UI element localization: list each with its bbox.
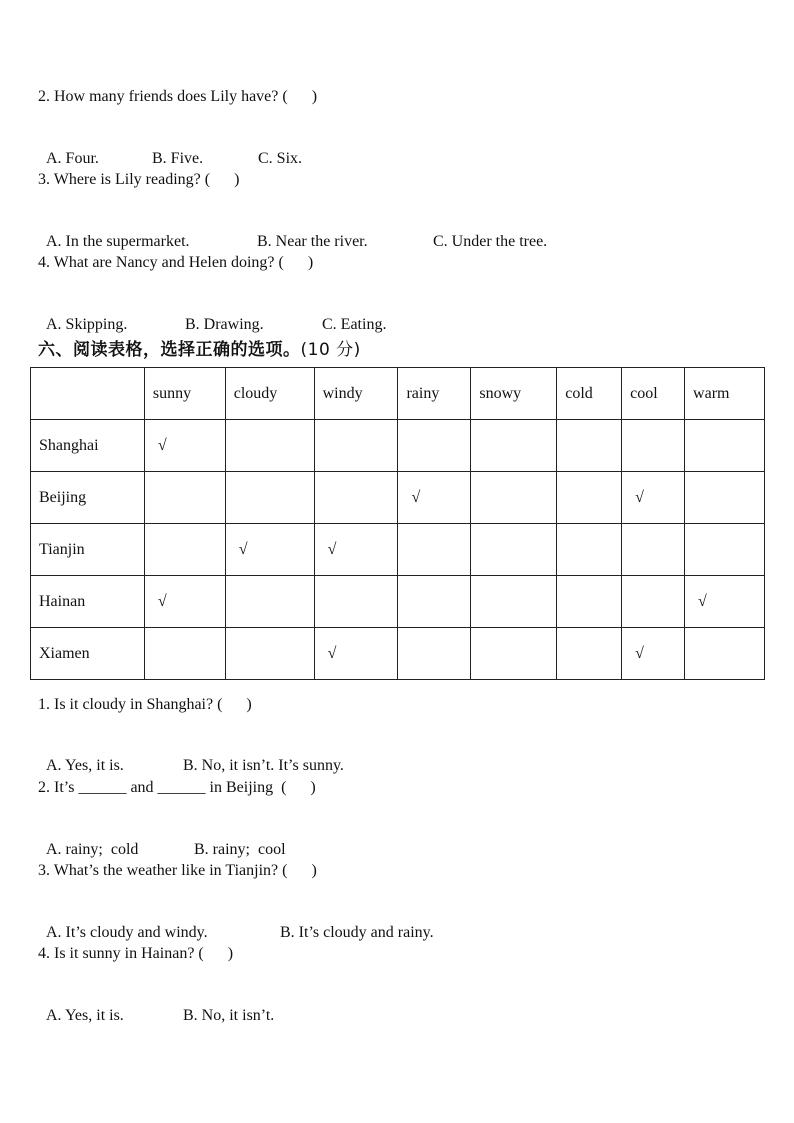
header-cell-windy: windy [314, 368, 398, 420]
header-cell-warm: warm [685, 368, 765, 420]
check-cell [144, 524, 225, 576]
option-c: C. Under the tree. [433, 233, 548, 250]
check-cell [398, 628, 471, 680]
check-cell [557, 576, 622, 628]
option-b: B. It’s cloudy and rainy. [280, 924, 434, 941]
check-cell [314, 420, 398, 472]
header-cell-cool: cool [622, 368, 685, 420]
check-cell [471, 628, 557, 680]
table-row [31, 576, 765, 628]
check-cell [144, 628, 225, 680]
question-3-options [38, 212, 547, 252]
option-a: A. Yes, it is. [46, 1007, 124, 1024]
option-a: A. rainy; cold [46, 841, 139, 858]
option-b: B. rainy; cool [194, 841, 286, 858]
weather-table [30, 367, 765, 680]
table-question-4-options [38, 986, 274, 1026]
city-cell: Hainan [31, 576, 145, 628]
option-a: A. Yes, it is. [46, 757, 124, 774]
header-cell-rainy: rainy [398, 368, 471, 420]
table-question-1-text: 1. Is it cloudy in Shanghai? ( ) [38, 696, 252, 713]
table-row [31, 628, 765, 680]
question-3-text: 3. Where is Lily reading? ( ) [38, 171, 240, 188]
section-title-text: 六、阅读表格，选择正确的选项。 [38, 340, 301, 360]
table-question-3-text: 3. What’s the weather like in Tianjin? ( ) [38, 862, 317, 879]
table-row [31, 472, 765, 524]
check-cell [398, 524, 471, 576]
check-cell [471, 472, 557, 524]
check-cell [225, 576, 314, 628]
check-cell [622, 576, 685, 628]
option-c: C. Eating. [322, 316, 387, 333]
city-cell: Shanghai [31, 420, 145, 472]
question-2-options [38, 129, 302, 169]
option-a: A. Skipping. [46, 316, 128, 333]
city-cell: Tianjin [31, 524, 145, 576]
header-cell-cold: cold [557, 368, 622, 420]
check-cell [622, 420, 685, 472]
check-cell [557, 472, 622, 524]
header-cell-snowy: snowy [471, 368, 557, 420]
table-question-2-text: 2. It’s ______ and ______ in Beijing ( ) [38, 779, 316, 796]
header-cell-cloudy: cloudy [225, 368, 314, 420]
check-cell [398, 420, 471, 472]
option-b: B. Near the river. [257, 233, 368, 250]
check-cell [471, 524, 557, 576]
check-cell: √ [144, 420, 225, 472]
table-question-1-options [38, 736, 344, 776]
check-cell [471, 576, 557, 628]
city-cell: Beijing [31, 472, 145, 524]
table-question-3-options [38, 903, 434, 943]
table-question-4-text: 4. Is it sunny in Hainan? ( ) [38, 945, 234, 962]
check-cell [685, 472, 765, 524]
check-cell [557, 524, 622, 576]
question-4-text: 4. What are Nancy and Helen doing? ( ) [38, 254, 314, 271]
check-cell: √ [622, 628, 685, 680]
check-cell: √ [314, 628, 398, 680]
check-cell: √ [685, 576, 765, 628]
option-b: B. No, it isn’t. It’s sunny. [183, 757, 344, 774]
check-cell [471, 420, 557, 472]
header-cell-empty [31, 368, 145, 420]
table-header-row [31, 368, 765, 420]
table-row [31, 420, 765, 472]
check-cell [557, 628, 622, 680]
option-a: A. It’s cloudy and windy. [46, 924, 208, 941]
question-4-options [38, 295, 386, 335]
check-cell [398, 576, 471, 628]
city-cell: Xiamen [31, 628, 145, 680]
check-cell [685, 628, 765, 680]
check-cell [225, 472, 314, 524]
check-cell [225, 420, 314, 472]
option-b: B. No, it isn’t. [183, 1007, 275, 1024]
check-cell: √ [144, 576, 225, 628]
check-cell [314, 472, 398, 524]
question-2-text: 2. How many friends does Lily have? ( ) [38, 88, 318, 105]
option-a: A. Four. [46, 150, 99, 167]
section-score: (10 分) [300, 340, 361, 360]
check-cell [685, 524, 765, 576]
check-cell [144, 472, 225, 524]
check-cell [685, 420, 765, 472]
table-question-2-options [38, 820, 286, 860]
check-cell: √ [622, 472, 685, 524]
section-title [38, 335, 361, 360]
check-cell [557, 420, 622, 472]
check-cell: √ [398, 472, 471, 524]
option-a: A. In the supermarket. [46, 233, 190, 250]
option-b: B. Drawing. [185, 316, 264, 333]
option-b: B. Five. [152, 150, 204, 167]
option-c: C. Six. [258, 150, 303, 167]
check-cell [314, 576, 398, 628]
table-row [31, 524, 765, 576]
check-cell [225, 628, 314, 680]
check-cell: √ [225, 524, 314, 576]
header-cell-sunny: sunny [144, 368, 225, 420]
check-cell [622, 524, 685, 576]
check-cell: √ [314, 524, 398, 576]
